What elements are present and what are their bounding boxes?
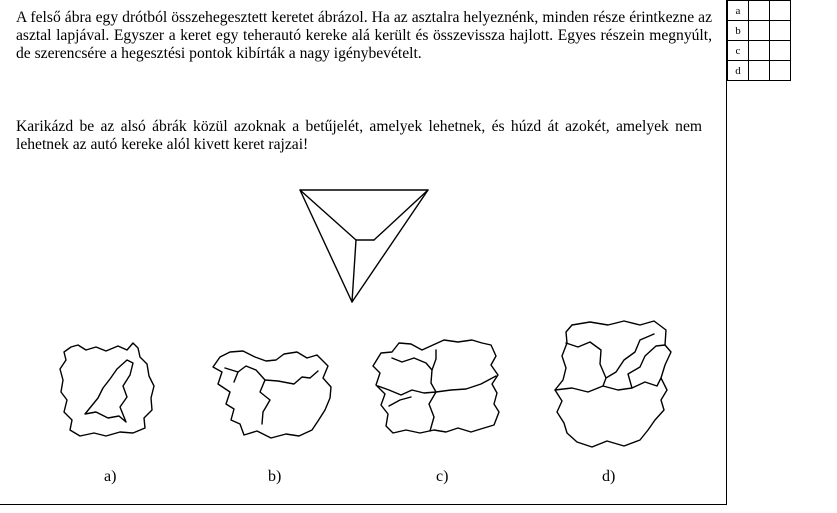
grid-label-a: a [728, 1, 749, 21]
answer-grid [727, 0, 791, 81]
option-c-label[interactable]: c) [436, 468, 449, 485]
grid-box-c-1[interactable] [749, 41, 770, 61]
grid-box-c-2[interactable] [770, 41, 791, 61]
grid-box-a-2[interactable] [770, 1, 791, 21]
problem-text-2: Karikázd be az alsó ábrák közül azoknak a betűjelét, amelyek lehetnek, és húzd át azokét, amelyek nem lehetnek az autó kereke alól kivett keret rajzai! [16, 118, 702, 153]
grid-box-d-2[interactable] [770, 61, 791, 81]
grid-box-d-1[interactable] [749, 61, 770, 81]
grid-label-b: b [728, 21, 749, 41]
grid-label-d: d [728, 61, 749, 81]
grid-row-c [728, 41, 791, 61]
grid-box-a-1[interactable] [749, 1, 770, 21]
grid-box-b-2[interactable] [770, 21, 791, 41]
option-b-label[interactable]: b) [268, 468, 282, 485]
grid-row-a [728, 1, 791, 21]
grid-row-b [728, 21, 791, 41]
original-frame-figure [300, 190, 428, 302]
option-b-figure [213, 351, 331, 438]
option-d-figure [555, 321, 671, 447]
problem-text-1: A felső ábra egy drótból összehegesztett keretet ábrázol. Ha az asztalra helyeznénk, minden része érintkezne az asztal lapjával. Egyszer a keret egy teherautó kereke alá került és összevissza hajlott. Egyes részein megnyúlt, de szerencsére a hegesztési pontok kibírták a nagy igénybevételt. [16, 9, 712, 62]
grid-row-d [728, 61, 791, 81]
option-a-label[interactable]: a) [104, 468, 117, 485]
option-c-figure [373, 340, 499, 433]
option-d-label[interactable]: d) [602, 468, 616, 485]
grid-box-b-1[interactable] [749, 21, 770, 41]
option-a-figure [60, 343, 154, 436]
grid-label-c: c [728, 41, 749, 61]
